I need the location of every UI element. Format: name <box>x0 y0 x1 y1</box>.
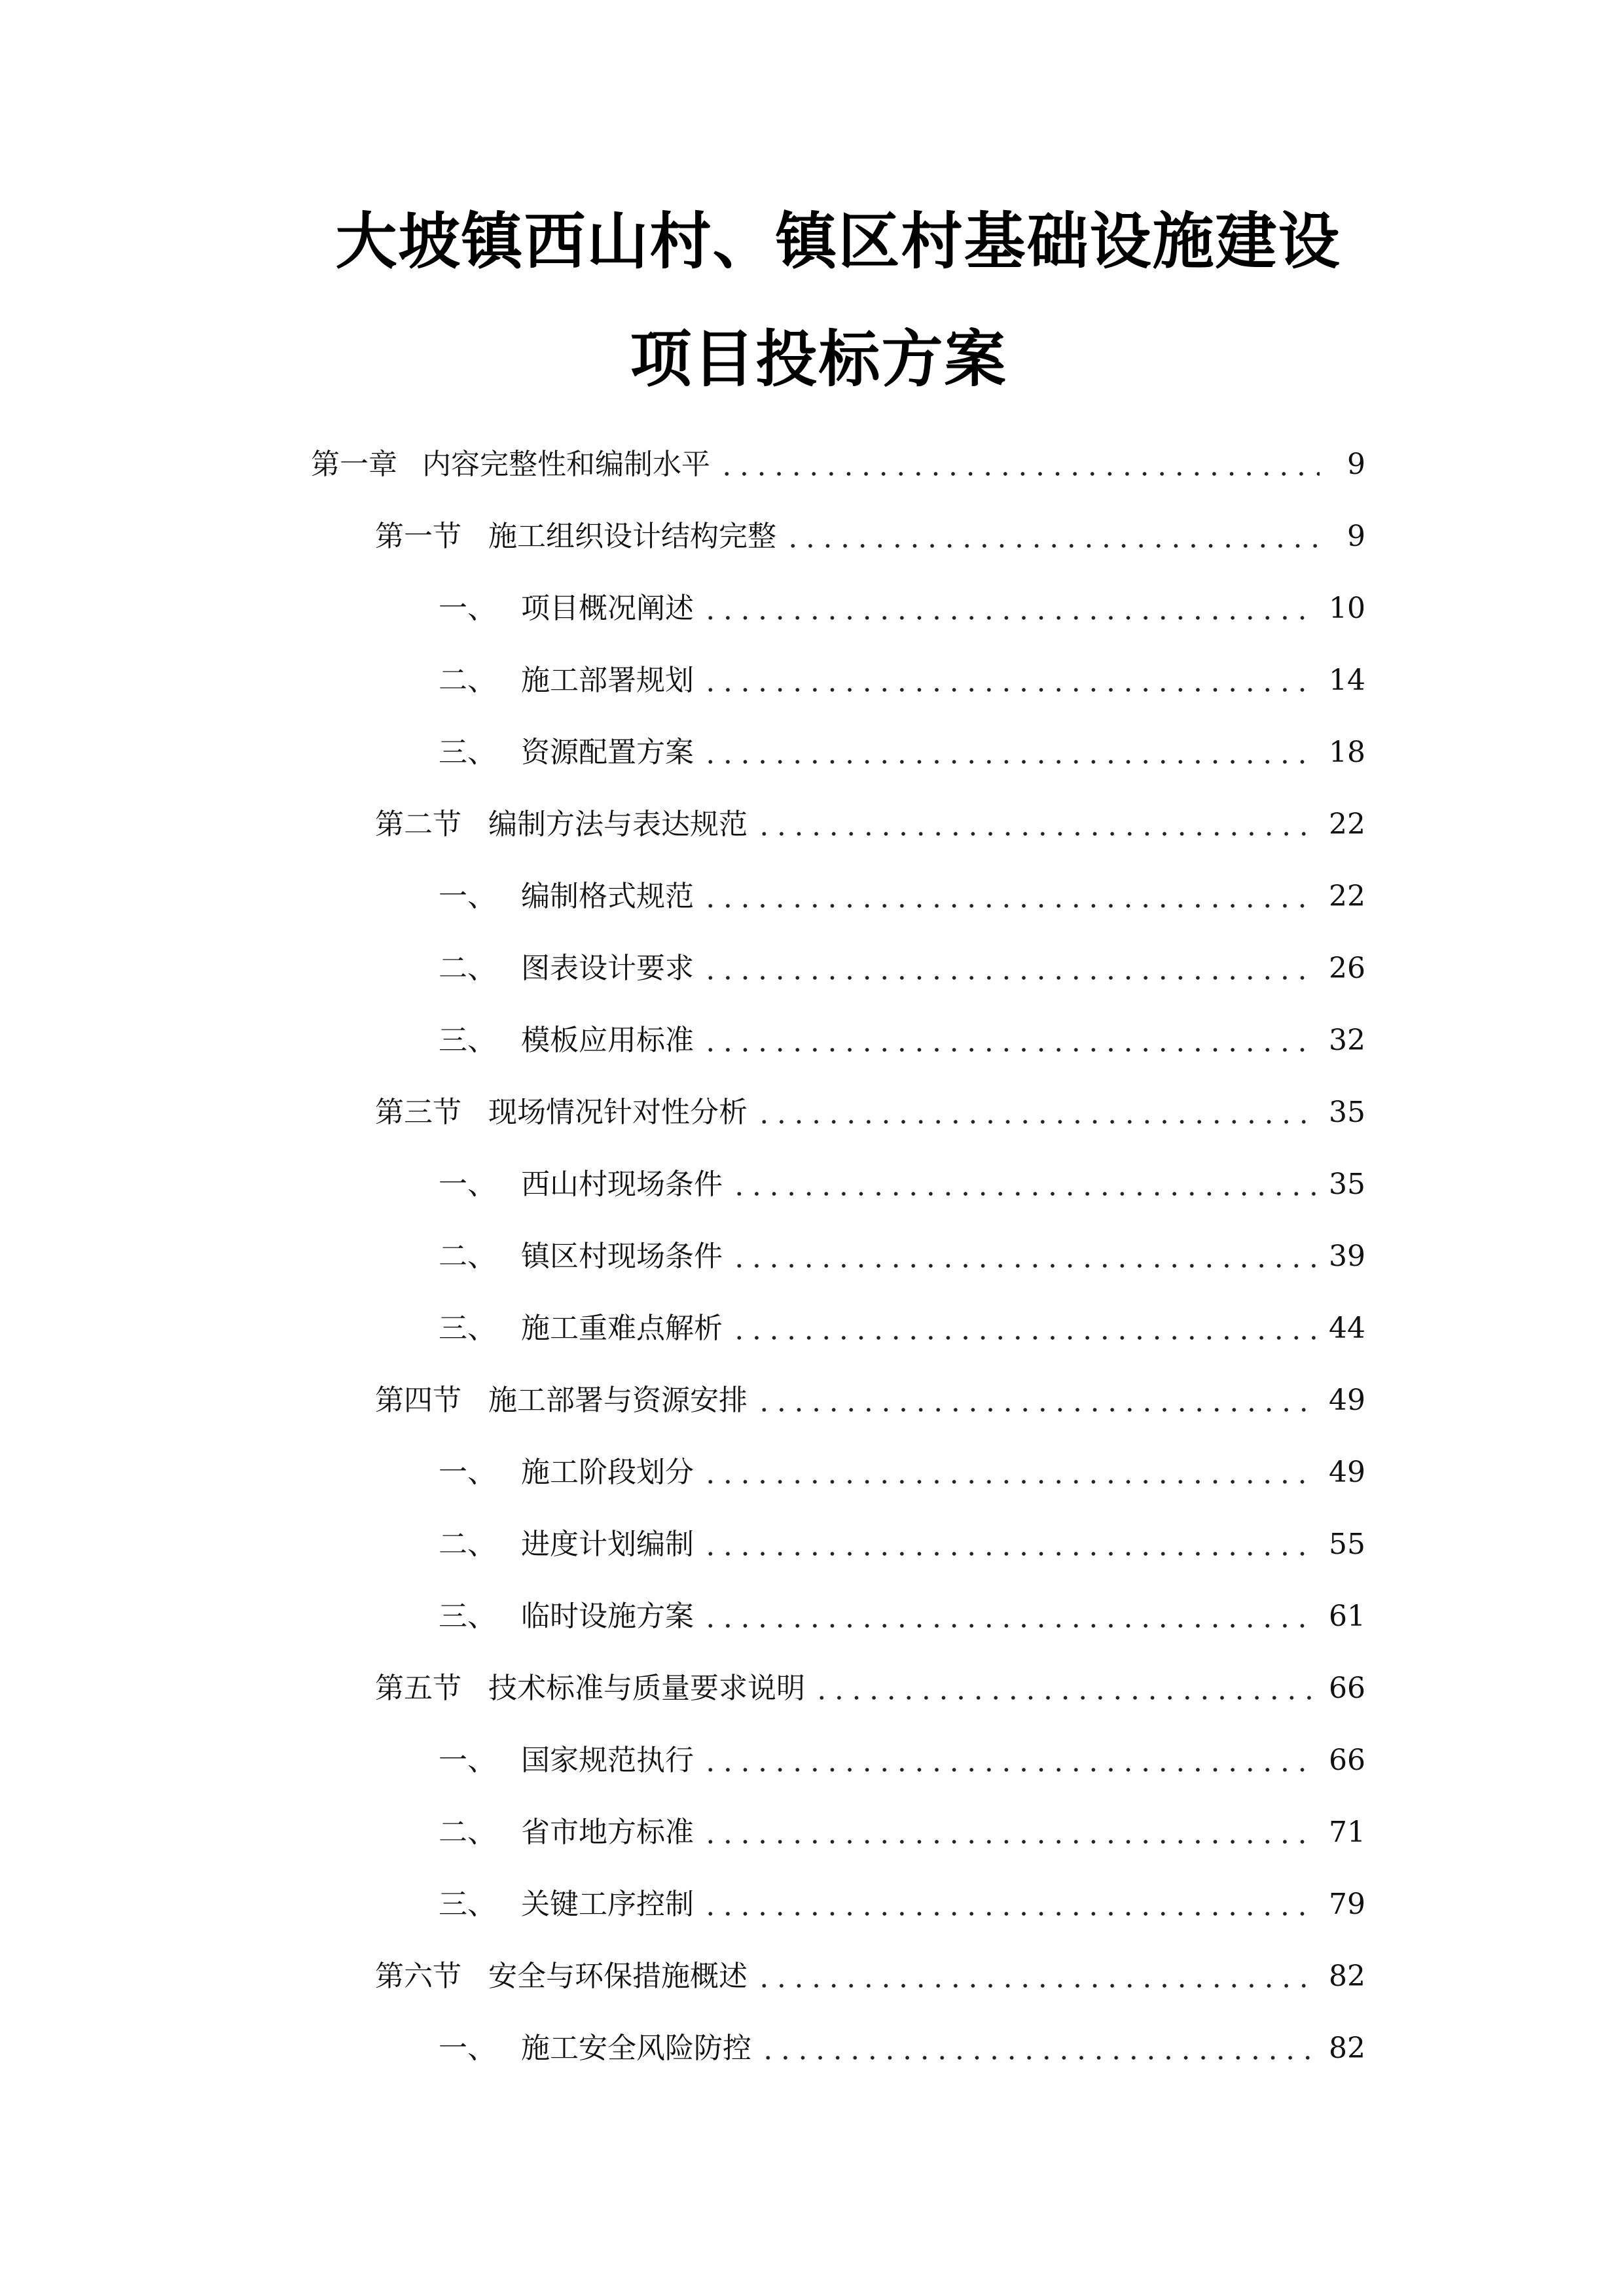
toc-entry-subsection[interactable] <box>439 583 1365 635</box>
toc-entry-subsection[interactable] <box>439 655 1365 707</box>
toc-dot-leader <box>702 615 1317 620</box>
toc-dot-leader <box>702 1623 1317 1628</box>
toc-number: 三、 <box>439 1024 496 1057</box>
toc-dot-leader <box>731 1263 1317 1268</box>
toc-text: 项目概况阐述 <box>521 592 694 625</box>
toc-entry-subsection[interactable] <box>439 1302 1365 1355</box>
toc-number: 第六节 <box>375 1960 461 1993</box>
toc-dot-leader <box>731 1191 1317 1196</box>
toc-text: 编制方法与表达规范 <box>488 808 748 841</box>
toc-text: 西山村现场条件 <box>521 1168 723 1201</box>
toc-page-number: 22 <box>1329 880 1365 913</box>
toc-entry-subsection[interactable] <box>439 1230 1365 1283</box>
toc-number: 三、 <box>439 1312 496 1345</box>
toc-page-number: 82 <box>1329 2032 1365 2065</box>
toc-dot-leader <box>759 2055 1317 2060</box>
toc-dot-leader <box>755 1119 1317 1124</box>
toc-entry-subsection[interactable] <box>439 726 1365 779</box>
toc-text: 安全与环保措施概述 <box>488 1960 748 1993</box>
toc-dot-leader <box>784 543 1320 548</box>
toc-page-number: 82 <box>1329 1960 1365 1993</box>
toc-number: 一、 <box>439 1744 496 1777</box>
toc-text: 省市地方标准 <box>521 1816 694 1849</box>
document-title-line-2: 项目投标方案 <box>630 324 1007 395</box>
toc-text: 现场情况针对性分析 <box>488 1096 748 1129</box>
toc-text: 施工组织设计结构完整 <box>488 520 776 553</box>
toc-entry-subsection[interactable] <box>439 942 1365 995</box>
toc-dot-leader <box>702 1839 1317 1844</box>
toc-text: 施工部署规划 <box>521 664 694 697</box>
toc-page-number: 9 <box>1347 448 1365 481</box>
toc-entry-subsection[interactable] <box>439 1734 1365 1787</box>
toc-dot-leader <box>718 471 1320 476</box>
toc-text: 施工安全风险防控 <box>521 2032 751 2065</box>
toc-number: 第三节 <box>375 1096 461 1129</box>
toc-entry-subsection[interactable] <box>439 1590 1365 1643</box>
toc-page-number: 49 <box>1329 1456 1365 1489</box>
toc-text: 施工重难点解析 <box>521 1312 723 1345</box>
toc-dot-leader <box>755 1983 1317 1988</box>
toc-entry-section[interactable] <box>375 511 1365 563</box>
toc-text: 图表设计要求 <box>521 952 694 985</box>
toc-entry-section[interactable] <box>375 1662 1365 1715</box>
toc-dot-leader <box>731 1335 1317 1340</box>
toc-number: 三、 <box>439 1600 496 1633</box>
toc-number: 第一节 <box>375 520 461 553</box>
toc-page-number: 39 <box>1329 1240 1365 1273</box>
toc-text: 资源配置方案 <box>521 736 694 769</box>
toc-entry-section[interactable] <box>375 1374 1365 1427</box>
toc-entry-subsection[interactable] <box>439 1518 1365 1571</box>
toc-number: 二、 <box>439 1528 496 1561</box>
toc-entry-subsection[interactable] <box>439 1446 1365 1499</box>
toc-text: 国家规范执行 <box>521 1744 694 1777</box>
toc-entry-section[interactable] <box>375 798 1365 851</box>
toc-number: 第五节 <box>375 1672 461 1705</box>
toc-dot-leader <box>702 687 1317 692</box>
toc-text: 镇区村现场条件 <box>521 1240 723 1273</box>
toc-number: 二、 <box>439 1816 496 1849</box>
toc-dot-leader <box>702 1551 1317 1556</box>
toc-page-number: 79 <box>1329 1888 1365 1921</box>
toc-page-number: 9 <box>1347 520 1365 553</box>
toc-number: 一、 <box>439 2032 496 2065</box>
document-title-line-1: 大坡镇西山村、镇区村基础设施建设 <box>335 206 1341 278</box>
toc-entry-subsection[interactable] <box>439 2022 1365 2075</box>
toc-entry-subsection[interactable] <box>439 1878 1365 1931</box>
toc-number: 一、 <box>439 1456 496 1489</box>
toc-number: 一、 <box>439 592 496 625</box>
toc-entry-section[interactable] <box>375 1950 1365 2003</box>
toc-text: 关键工序控制 <box>521 1888 694 1921</box>
toc-page-number: 71 <box>1329 1816 1365 1849</box>
toc-number: 三、 <box>439 736 496 769</box>
toc-text: 内容完整性和编制水平 <box>422 448 710 481</box>
toc-entry-subsection[interactable] <box>439 1806 1365 1859</box>
toc-dot-leader <box>702 1767 1317 1772</box>
toc-dot-leader <box>702 1479 1317 1484</box>
toc-dot-leader <box>702 903 1317 908</box>
toc-page-number: 35 <box>1329 1096 1365 1129</box>
toc-entry-subsection[interactable] <box>439 870 1365 923</box>
toc-number: 一、 <box>439 1168 496 1201</box>
toc-text: 进度计划编制 <box>521 1528 694 1561</box>
toc-page-number: 35 <box>1329 1168 1365 1201</box>
toc-dot-leader <box>702 1047 1317 1052</box>
toc-page-number: 18 <box>1329 736 1365 769</box>
toc-page-number: 66 <box>1329 1744 1365 1777</box>
toc-page-number: 61 <box>1329 1600 1365 1633</box>
toc-dot-leader <box>702 759 1317 764</box>
toc-text: 技术标准与质量要求说明 <box>488 1672 805 1705</box>
toc-text: 模板应用标准 <box>521 1024 694 1057</box>
toc-dot-leader <box>702 975 1317 980</box>
toc-entry-chapter-1[interactable] <box>311 439 1365 491</box>
toc-number: 二、 <box>439 1240 496 1273</box>
toc-page-number: 32 <box>1329 1024 1365 1057</box>
toc-dot-leader <box>813 1695 1317 1700</box>
toc-entry-subsection[interactable] <box>439 1158 1365 1211</box>
toc-text: 施工部署与资源安排 <box>488 1384 748 1417</box>
toc-page-number: 66 <box>1329 1672 1365 1705</box>
toc-page-number: 10 <box>1329 592 1365 625</box>
toc-text: 编制格式规范 <box>521 880 694 913</box>
toc-page-number: 14 <box>1329 664 1365 697</box>
toc-page-number: 55 <box>1329 1528 1365 1561</box>
toc-dot-leader <box>702 1911 1317 1916</box>
toc-page-number: 44 <box>1329 1312 1365 1345</box>
toc-entry-subsection[interactable] <box>439 1014 1365 1067</box>
toc-number: 三、 <box>439 1888 496 1921</box>
toc-text: 施工阶段划分 <box>521 1456 694 1489</box>
toc-number: 一、 <box>439 880 496 913</box>
toc-number: 第四节 <box>375 1384 461 1417</box>
toc-number: 第一章 <box>311 448 397 481</box>
toc-number: 二、 <box>439 664 496 697</box>
toc-dot-leader <box>755 831 1317 836</box>
toc-page-number: 49 <box>1329 1384 1365 1417</box>
toc-entry-section[interactable] <box>375 1086 1365 1139</box>
toc-dot-leader <box>755 1407 1317 1412</box>
toc-page-number: 26 <box>1329 952 1365 985</box>
toc-number: 二、 <box>439 952 496 985</box>
toc-number: 第二节 <box>375 808 461 841</box>
toc-text: 临时设施方案 <box>521 1600 694 1633</box>
toc-page-number: 22 <box>1329 808 1365 841</box>
